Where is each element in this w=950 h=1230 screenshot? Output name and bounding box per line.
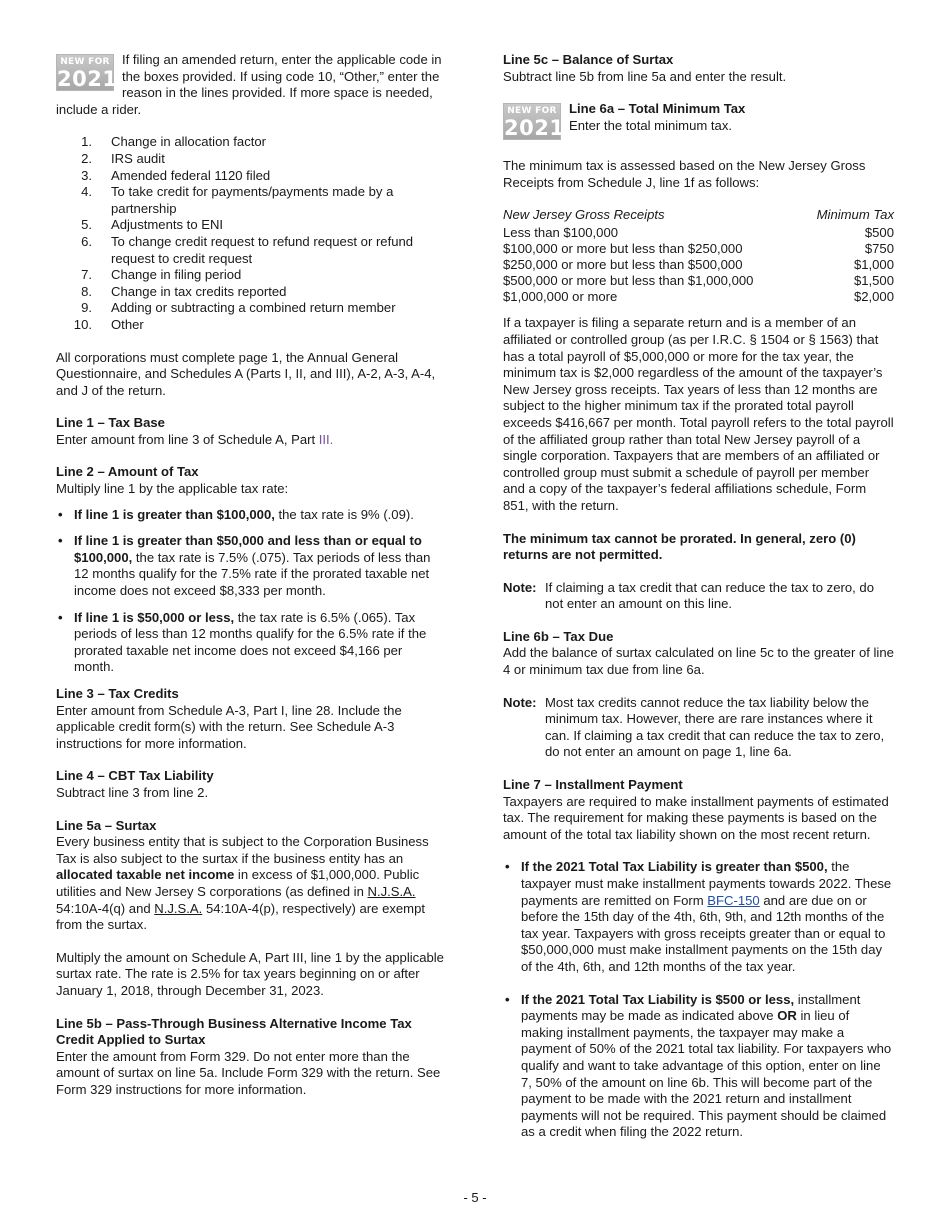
table-row: $100,000 or more but less than $250,000 $750 [503,241,894,257]
affiliated-group-paragraph: If a taxpayer is filing a separate return and is a member of an affiliated or controlled group (as per I.R.C. § 1504 or § 1563) that has a total payroll of $5,000,000 or more for the tax year, the minimum tax is $2,000 regardless of the amount of the taxpayer’s New Jersey gross receipts. Tax years of less than 12 months are subject to the higher minimum tax if the prorated total payroll exceeds $416,667 per month. Total payroll refers to the total payroll of the affiliated group rather than total New Jersey payroll of a single corporation. Taxpayers that are members of an affiliated or controlled group must submit a schedule of payroll per member and a copy of the taxpayer’s federal affiliations schedule, Form 851, with the return. [503,315,894,513]
list-item: 8. Change in tax credits reported [81,283,287,299]
line5b-text: Enter the amount from Form 329. Do not enter more than the amount of surtax on line 5a. Include Form 329 with the return. See Form 329 instructions for more information. [56,1048,441,1097]
list-item: 5. Adjustments to ENI [81,217,224,233]
line7-section [503,777,894,1141]
line2-section [56,464,444,676]
line6a-section [503,101,894,142]
right-column [503,52,894,1157]
line5c-heading: Line 5c – Balance of Surtax [503,52,674,67]
line4-section [56,768,444,801]
line6a-heading: Line 6a – Total Minimum Tax [569,101,746,117]
line5c-text: Subtract line 5b from line 5a and enter the result. [503,68,787,84]
new-for-2021-badge-icon: NEW FOR 2021 [503,103,561,140]
line6b-heading: Line 6b – Tax Due [503,628,614,644]
new-for-2021-badge-icon: NEW FOR 2021 [56,54,114,91]
list-item: 2. IRS audit [81,150,165,166]
line4-heading: Line 4 – CBT Tax Liability [56,768,214,784]
line1-text: Enter amount from line 3 of Schedule A, Part [56,431,319,447]
amended-codes-list [56,134,444,333]
line6b-note: Note: Most tax credits cannot reduce the tax liability below the minimum tax. However, there are rare instances where it can. If claiming a tax credit that can reduce the tax to zero, do not enter an amount on page 1, line 6a. [503,694,885,760]
list-item: 3. Amended federal 1120 filed [81,167,271,183]
minimum-tax-intro: The minimum tax is assessed based on the New Jersey Gross Receipts from Schedule J, line 1f as follows: [503,158,866,190]
line5a-text: Every business entity that is subject to the Corporation Business Tax is also subject to the surtax if the business entity has an allocated taxable net income in excess of $1,000,000. Public utilities and New Jersey S corporations (as defined in N.J.S.A. 54:10A-4(q) and N.J.S.A. 54:10A-4(p), respectively) are exempt from the surtax. [56,834,429,933]
line6b-section [503,629,894,679]
list-item: 10. Other [73,316,144,332]
list-item: • If line 1 is $50,000 or less, the tax rate is 6.5% (.065). Tax periods of less than 12 months qualify for the 6.5% rate if the prorated taxable net income does not exceed $4,166 per month. [56,610,444,676]
line5a-section [56,818,444,1000]
amended-return-section [56,52,444,118]
table-row: Less than $100,000 $500 [503,225,894,241]
list-item: • If line 1 is greater than $50,000 and less than or equal to $100,000, the tax rate is 7.5% (.075). Tax periods of less than 12 months qualify for the 7.5% rate if the prorated taxable net income does not exceed $8,333 per month. [56,533,444,599]
minimum-tax-table [503,207,894,305]
list-item: • If the 2021 Total Tax Liability is greater than $500, the taxpayer must make installment payments towards 2022. These payments are remitted on Form BFC-150 and are due on or before the 15th day of the 4th, 6th, 9th, and 12th months of the tax year. Taxpayers with gross receipts greater than or equal to $50,000,000 must make installment payments on the 15th day of the 4th, 6th, and 12th months of the tax year. [503,859,894,975]
line6a-text: Enter the total minimum tax. [569,117,733,133]
line5b-heading: Line 5b – Pass-Through Business Alternative Income Tax Credit Applied to Surtax [56,1015,412,1048]
list-item: 1. Change in allocation factor [81,134,267,150]
table-row: $1,000,000 or more $2,000 [503,289,894,305]
tax-rate-list [56,507,444,676]
list-item: 4. To take credit for payments/payments made by a partnership [81,184,394,216]
table-row: $500,000 or more but less than $1,000,000 $1,500 [503,273,894,289]
installment-list [503,859,894,1141]
left-column [56,52,444,1114]
table-header-row: New Jersey Gross Receipts Minimum Tax [503,207,894,223]
page-number: - 5 - [463,1190,487,1205]
line5b-section [56,1016,444,1099]
line5c-section [503,52,894,85]
line3-heading: Line 3 – Tax Credits [56,686,179,701]
line1-section [56,415,444,448]
line6b-text: Add the balance of surtax calculated on line 5c to the greater of line 4 or minimum tax due from line 6a. [503,645,894,678]
line3-section [56,686,444,752]
table-row: $250,000 or more but less than $500,000 $1,000 [503,257,894,273]
list-item: • If the 2021 Total Tax Liability is $500 or less, installment payments may be made as indicated above OR in lieu of making installment payments, the taxpayer may make a payment of 50% of the 2021 total tax liability. For taxpayers who qualify and want to take advantage of this option, enter on line 7, 50% of the amount on line 6b. This will become part of the payment to be made with the 2021 return and installment payments will not be required. This payment should be claimed as a credit when filing the 2022 return. [503,992,894,1141]
list-item: • If line 1 is greater than $100,000, the tax rate is 9% (.09). [56,507,444,524]
part-iii-ref: III. [318,431,334,447]
line3-text: Enter amount from Schedule A-3, Part I, line 28. Include the applicable credit form(s) with the return. See Schedule A-3 instructions for more information. [56,702,402,751]
list-item: 9. Adding or subtracting a combined return member [81,300,396,316]
list-item: 6. To change credit request to refund request or refund request to credit request [81,233,414,266]
line2-text: Multiply line 1 by the applicable tax rate: [56,481,289,497]
bfc-150-link[interactable]: BFC-150 [707,892,760,908]
line5a-rate-text: Multiply the amount on Schedule A, Part III, line 1 by the applicable surtax rate. The rate is 2.5% for tax years beginning on or after January 1, 2018, through December 31, 2023. [56,949,444,998]
amended-intro: If filing an amended return, enter the applicable code in the boxes provided. If using code 10, “Other,” enter the reason in the lines provided. If more space is needed, include a rider. [56,52,442,117]
list-item: 7. Change in filing period [81,267,242,283]
minimum-tax-bold-note: The minimum tax cannot be prorated. In general, zero (0) returns are not permitted. [503,530,856,563]
line7-text: Taxpayers are required to make installment payments of estimated tax. The requirement for making these payments is based on the amount of the total tax liability shown on the most recent return. [503,793,889,842]
line5a-heading: Line 5a – Surtax [56,817,157,833]
line6a-note: Note: If claiming a tax credit that can reduce the tax to zero, do not enter an amount on this line. [503,579,874,612]
line1-heading: Line 1 – Tax Base [56,415,165,431]
line2-heading: Line 2 – Amount of Tax [56,464,199,480]
line4-text: Subtract line 3 from line 2. [56,784,209,800]
all-corporations-paragraph: All corporations must complete page 1, the Annual General Questionnaire, and Schedules A (Parts I, II, and III), A-2, A-3, A-4, and J of the return. [56,349,436,398]
line7-heading: Line 7 – Installment Payment [503,777,683,793]
